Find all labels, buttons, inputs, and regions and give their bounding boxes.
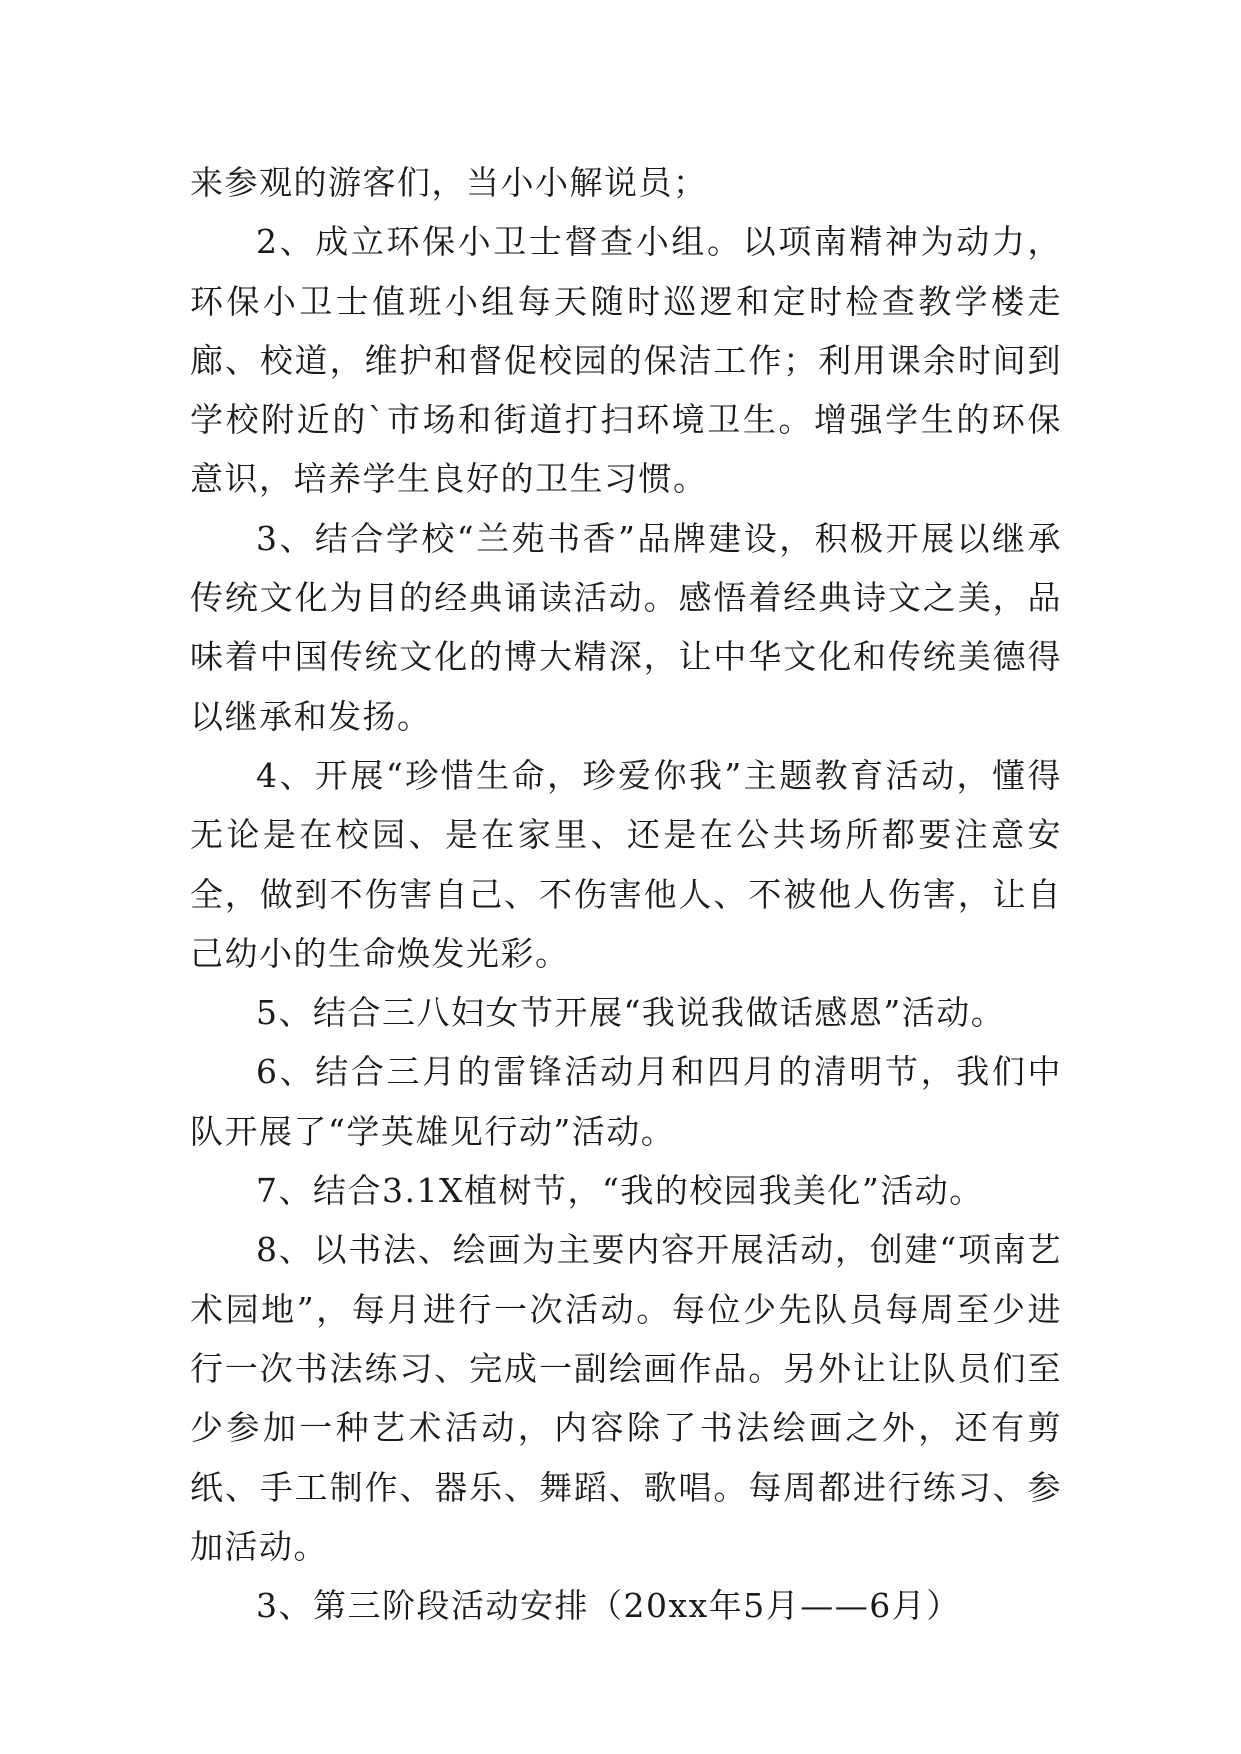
paragraph-item-3: 3、结合学校“兰苑书香”品牌建设，积极开展以继承传统文化为目的经典诵读活动。感悟着经典诗文之美，品味着中国传统文化的博大精深，让中华文化和传统美德得以继承和发扬。 bbox=[190, 518, 1062, 736]
paragraph-item-4: 4、开展“珍惜生命，珍爱你我”主题教育活动，懂得无论是在校园、是在家里、还是在公共场所都要注意安全，做到不伤害自己、不伤害他人、不被他人伤害，让自己幼小的生命焕发光彩。 bbox=[190, 755, 1062, 973]
section-heading-stage-3: 3、第三阶段活动安排（20xx年5月——6月） bbox=[256, 1586, 961, 1626]
paragraph-item-7: 7、结合3.1X植树节，“我的校园我美化”活动。 bbox=[256, 1171, 984, 1211]
paragraph-continuation: 来参观的游客们，当小小解说员； bbox=[190, 163, 708, 202]
document-page bbox=[190, 153, 1062, 1635]
paragraph-item-6: 6、结合三月的雷锋活动月和四月的清明节，我们中队开展了“学英雄见行动”活动。 bbox=[190, 1052, 1062, 1151]
paragraph-item-5: 5、结合三八妇女节开展“我说我做话感恩”活动。 bbox=[256, 993, 1006, 1033]
paragraph-item-2: 2、成立环保小卫士督查小组。以项南精神为动力，环保小卫士值班小组每天随时巡逻和定时检查教学楼走廊、校道，维护和督促校园的保洁工作；利用课余时间到学校附近的`市场和街道打扫环境卫生。增强学生的环保意识，培养学生良好的卫生习惯。 bbox=[190, 222, 1062, 499]
paragraph-item-8: 8、以书法、绘画为主要内容开展活动，创建“项南艺术园地”，每月进行一次活动。每位少先队员每周至少进行一次书法练习、完成一副绘画作品。另外让让队员们至少参加一种艺术活动，内容除了书法绘画之外，还有剪纸、手工制作、器乐、舞蹈、歌唱。每周都进行练习、参加活动。 bbox=[190, 1230, 1062, 1566]
